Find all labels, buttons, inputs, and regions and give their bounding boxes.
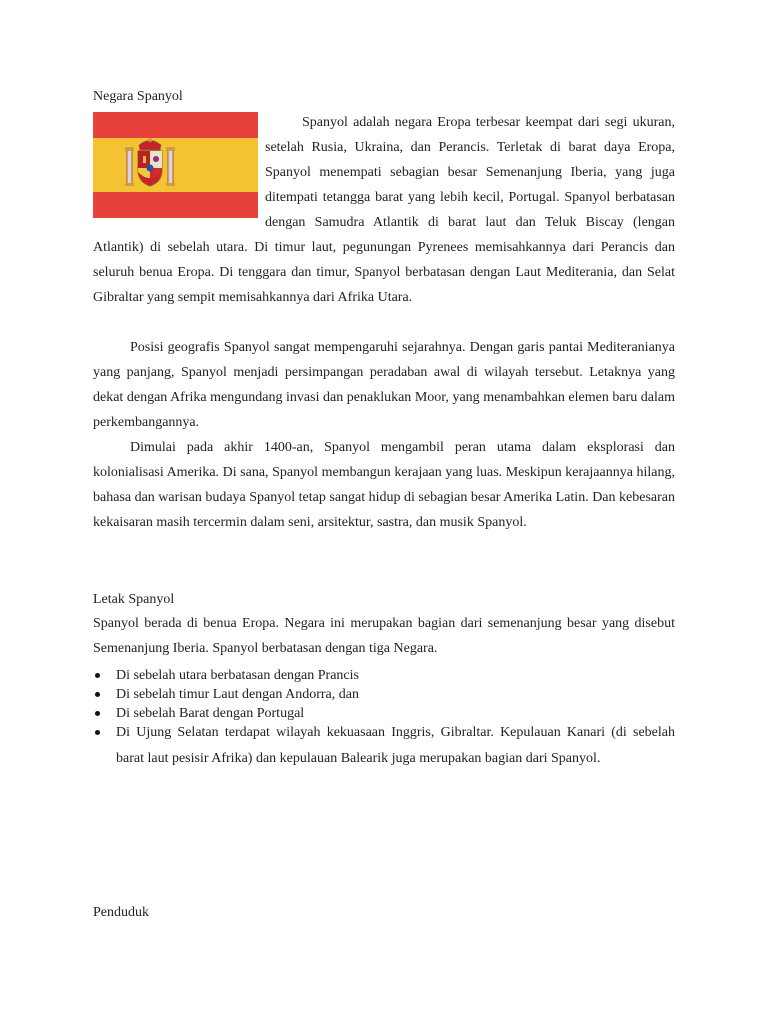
list-item: Di sebelah timur Laut dengan Andorra, dan: [93, 685, 675, 704]
paragraph-intro: [93, 110, 675, 310]
heading-letak-spanyol: Letak Spanyol: [93, 592, 175, 607]
paragraph-geografi-text: Posisi geografis Spanyol sangat mempengaruhi sejarahnya. Dengan garis pantai Mediteranianya yang panjang, Spanyol menjadi persimpangan peradaban awal di wilayah tersebut. Letaknya yang dekat dengan Afrika mengundang invasi dan penaklukan Moor, yang menambahkan elemen baru dalam perkembangannya.: [93, 340, 675, 430]
heading-negara-spanyol: Negara Spanyol: [93, 89, 183, 104]
border-list: [93, 666, 675, 772]
list-item: Di Ujung Selatan terdapat wilayah kekuasaan Inggris, Gibraltar. Kepulauan Kanari (di sebelah barat laut pesisir Afrika) dan kepulauan Balearik juga merupakan bagian dari Spanyol.: [93, 720, 675, 772]
paragraph-geografi: [93, 335, 675, 435]
bullet-icon: [95, 692, 100, 697]
list-item: Di sebelah Barat dengan Portugal: [93, 704, 675, 723]
paragraph-sejarah: [93, 435, 675, 535]
bullet-icon: [95, 673, 100, 678]
paragraph-sejarah-text: Dimulai pada akhir 1400-an, Spanyol mengambil peran utama dalam eksplorasi dan kolonialisasi Amerika. Di sana, Spanyol membangun kerajaan yang luas. Meskipun kerajaannya hilang, bahasa dan warisan budaya Spanyol tetap sangat hidup di sebagian besar Amerika Latin. Dan kebesaran kekaisaran masih tercermin dalam seni, arsitektur, sastra, dan musik Spanyol.: [93, 440, 675, 530]
paragraph-intro-text: Spanyol adalah negara Eropa terbesar keempat dari segi ukuran, setelah Rusia, Ukraina, dan Perancis. Terletak di barat daya Eropa, Spanyol menempati sebagian besar Semenanjung Iberia, yang juga ditempati tetangga barat yang lebih kecil, Portugal. Spanyol berbatasan dengan Samudra Atlantik di barat laut dan Teluk Biscay (lengan Atlantik) di sebelah utara. Di timur laut, pegunungan Pyrenees memisahkannya dari Perancis dan seluruh benua Eropa. Di tenggara dan timur, Spanyol berbatasan dengan Laut Mediterania, dan Selat Gibraltar yang sempit memisahkannya dari Afrika Utara.: [93, 115, 675, 305]
flag-wrap-spacer: [93, 110, 265, 224]
list-item: Di sebelah utara berbatasan dengan Prancis: [93, 666, 675, 685]
paragraph-letak: Spanyol berada di benua Eropa. Negara ini merupakan bagian dari semenanjung besar yang disebut Semenanjung Iberia. Spanyol berbatasan dengan tiga Negara.: [93, 616, 675, 656]
bullet-icon: [95, 711, 100, 716]
heading-penduduk: Penduduk: [93, 905, 149, 920]
bullet-icon: [95, 730, 100, 735]
